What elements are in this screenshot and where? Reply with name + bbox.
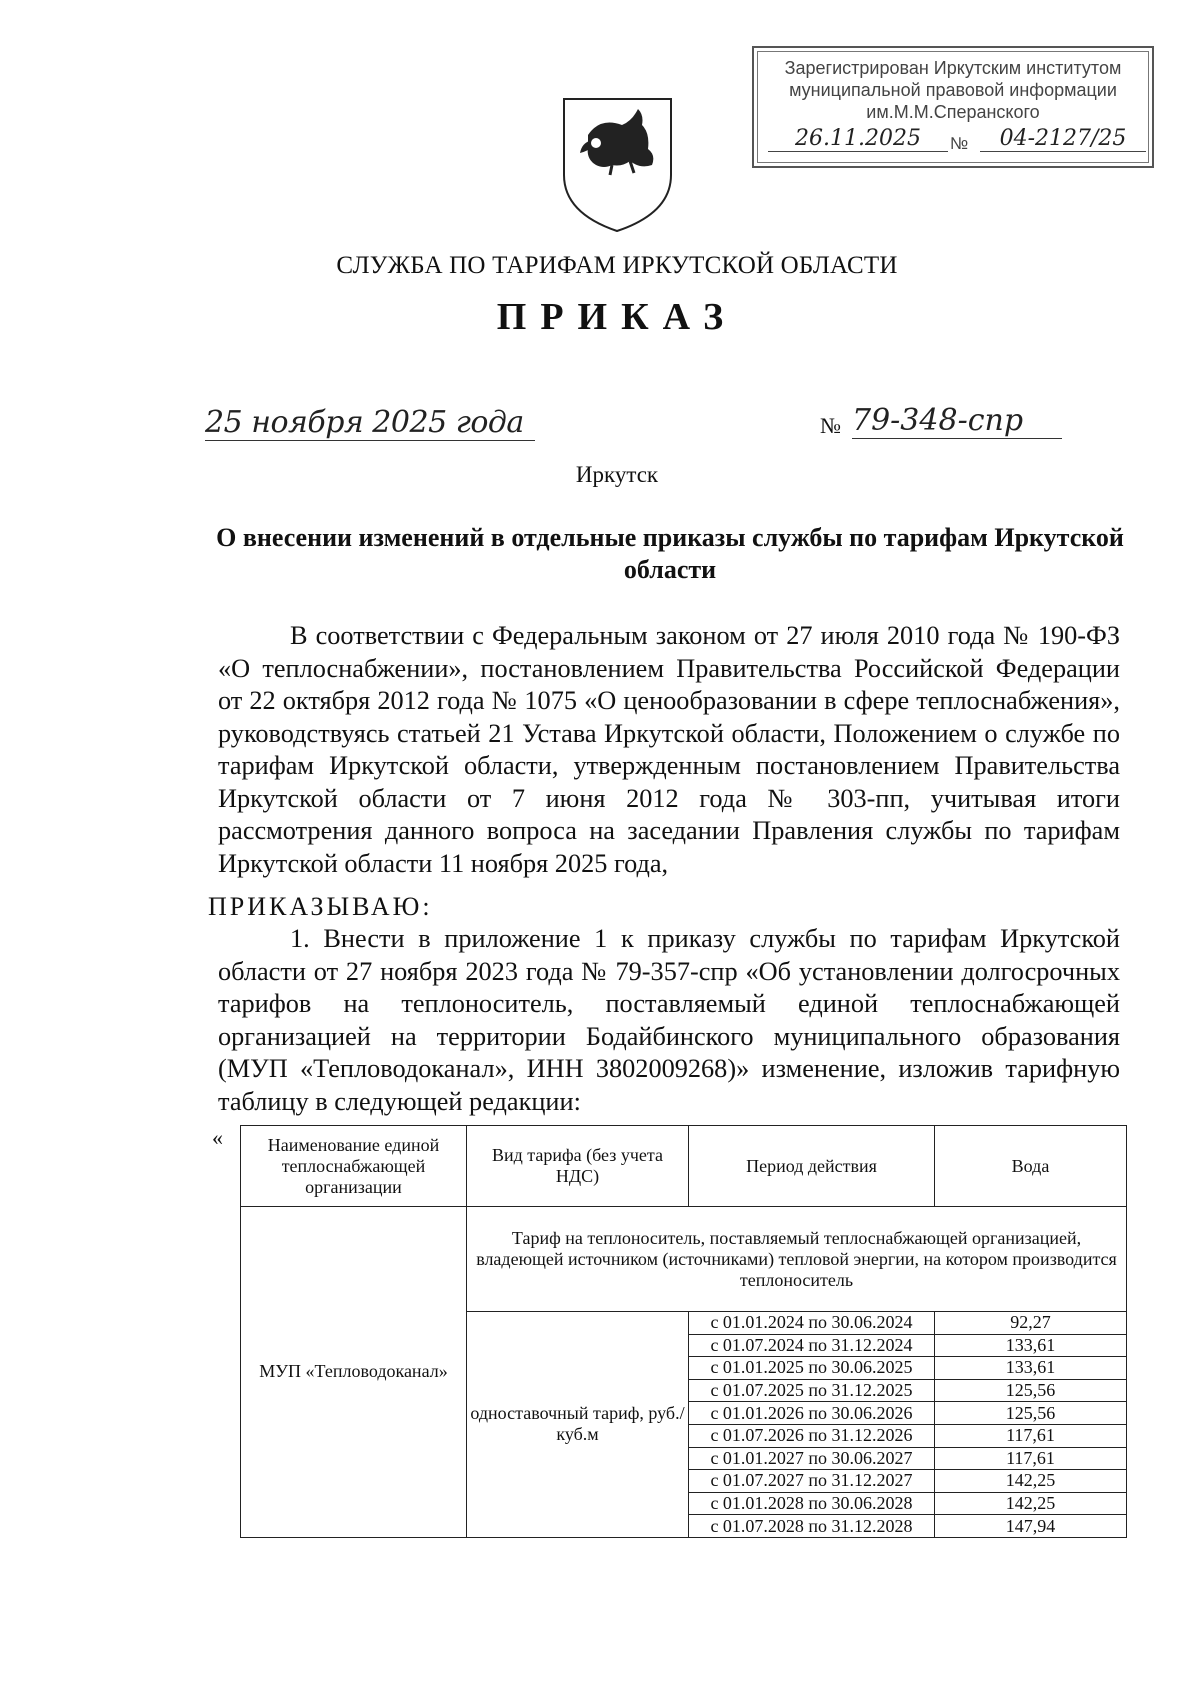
order-word: ПРИКАЗЫВАЮ: (208, 892, 433, 921)
water-value-cell: 125,56 (935, 1379, 1127, 1402)
period-cell: с 01.07.2025 по 31.12.2025 (689, 1379, 935, 1402)
agency-name: СЛУЖБА ПО ТАРИФАМ ИРКУТСКОЙ ОБЛАСТИ (336, 252, 898, 279)
period-cell: с 01.01.2028 по 30.06.2028 (689, 1492, 935, 1515)
table-caption-row (241, 1207, 1127, 1312)
water-value-cell: 92,27 (935, 1312, 1127, 1335)
table-header-row (241, 1126, 1127, 1207)
city: Иркутск (575, 462, 659, 487)
tariff-caption-cell: Тариф на теплоноситель, поставляемый теплоснабжающей организацией, владеющей источником (источниками) тепловой энергии, на котором производится теплоноситель (467, 1207, 1127, 1312)
header-org: Наименование единой теплоснабжающей организации (241, 1126, 467, 1207)
tariff-table (240, 1125, 1127, 1538)
order-date: 25 ноября 2025 года (205, 405, 535, 441)
period-cell: с 01.07.2024 по 31.12.2024 (689, 1334, 935, 1357)
document-type: ПРИКАЗ (496, 296, 738, 338)
water-value-cell: 147,94 (935, 1515, 1127, 1538)
water-value-cell: 125,56 (935, 1402, 1127, 1425)
stamp-number-sign: № (950, 134, 969, 153)
preamble-paragraph: В соответствии с Федеральным законом от 27 июля 2010 года № 190-ФЗ «О теплоснабжении», постановлением Правительства Российской Федерации от 22 октября 2012 года № 1075 «О ценообразовании в сфере теплоснабжения», руководствуясь статьей 21 Устава Иркутской области, Положением о службе по тарифам Иркутской области, утвержденным постановлением Правительства Иркутской области от 7 июня 2012 года № 303-пп, учитывая итоги рассмотрения данного вопроса на заседании Правления службы по тарифам Иркутской области 11 ноября 2025 года, (218, 621, 1120, 878)
stamp-line-3: им.М.М.Сперанского (866, 102, 1040, 122)
period-cell: с 01.01.2026 по 30.06.2026 (689, 1402, 935, 1425)
period-cell: с 01.07.2027 по 31.12.2027 (689, 1470, 935, 1493)
water-value-cell: 117,61 (935, 1424, 1127, 1447)
water-value-cell: 117,61 (935, 1447, 1127, 1470)
order-number-sign: № (820, 413, 841, 438)
stamp-number: 04-2127/25 (980, 126, 1146, 152)
header-tariff-type: Вид тарифа (без учета НДС) (467, 1126, 689, 1207)
header-period: Период действия (689, 1126, 935, 1207)
stamp-line-1: Зарегистрирован Иркутским институтом (784, 58, 1122, 78)
water-value-cell: 142,25 (935, 1492, 1127, 1515)
document-title: О внесении изменений в отдельные приказы службы по тарифам Иркутской области (216, 523, 1124, 584)
org-name-cell: МУП «Тепловодоканал» (241, 1207, 467, 1538)
item-1-paragraph: 1. Внести в приложение 1 к приказу службы по тарифам Иркутской области от 27 ноября 2023 года № 79-357-спр «Об установлении долгосрочных тарифов на теплоноситель, поставляемый единой теплоснабжающей организацией на территории Бодайбинского муниципального образования (МУП «Тепловодоканал», ИНН 3802009268)» изменение, изложив тарифную таблицу в следующей редакции: (218, 924, 1120, 1116)
stamp-date: 26.11.2025 (768, 126, 948, 152)
period-cell: с 01.07.2026 по 31.12.2026 (689, 1424, 935, 1447)
order-number: 79-348-спр (852, 403, 1062, 439)
period-cell: с 01.07.2028 по 31.12.2028 (689, 1515, 935, 1538)
registration-stamp (752, 46, 1154, 168)
period-cell: с 01.01.2024 по 30.06.2024 (689, 1312, 935, 1335)
tariff-kind-cell: одноставочный тариф, руб./куб.м (467, 1312, 689, 1538)
stamp-line-2: муниципальной правовой информации (789, 80, 1117, 100)
water-value-cell: 133,61 (935, 1334, 1127, 1357)
period-cell: с 01.01.2025 по 30.06.2025 (689, 1357, 935, 1380)
coat-of-arms-emblem (560, 95, 675, 235)
period-cell: с 01.01.2027 по 30.06.2027 (689, 1447, 935, 1470)
water-value-cell: 142,25 (935, 1470, 1127, 1493)
opening-quote: « (212, 1125, 223, 1150)
water-value-cell: 133,61 (935, 1357, 1127, 1380)
header-water: Вода (935, 1126, 1127, 1207)
